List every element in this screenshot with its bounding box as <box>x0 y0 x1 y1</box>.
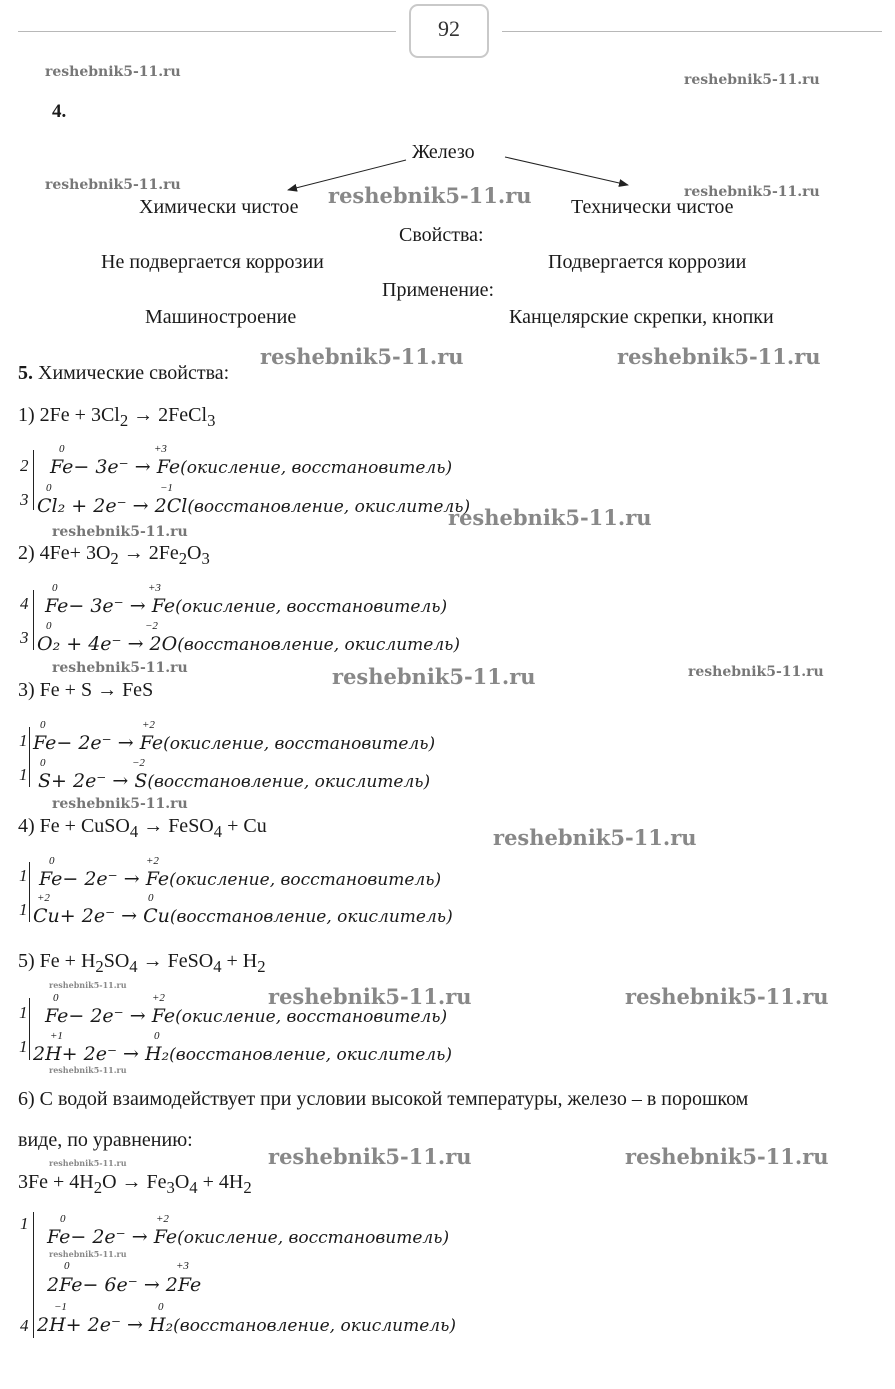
oxidation-state: 0 <box>53 992 59 1004</box>
oxidation-state: 0 <box>40 719 46 731</box>
oxidation-state: 0 <box>59 443 65 455</box>
left-property: Не подвергается коррозии <box>101 251 324 273</box>
coefficient: 1 <box>19 1003 28 1022</box>
watermark: reshebnik5-11.ru <box>268 984 472 1009</box>
task5-heading <box>18 362 229 385</box>
task4-number: 4. <box>52 101 67 122</box>
properties-heading: Свойства: <box>399 224 484 246</box>
balance-bar <box>29 862 30 922</box>
half-reaction: S+ 2e⁻ → S(восстановление, окислитель) <box>38 770 431 792</box>
watermark: reshebnik5-11.ru <box>49 980 127 990</box>
right-usage: Канцелярские скрепки, кнопки <box>509 306 774 328</box>
right-property: Подвергается коррозии <box>548 251 747 273</box>
diagram-arrows <box>0 0 895 230</box>
usage-heading: Применение: <box>382 279 495 301</box>
oxidation-state: +2 <box>37 892 50 904</box>
watermark: reshebnik5-11.ru <box>45 177 181 193</box>
balance-bar <box>33 450 34 510</box>
half-reaction: Fe− 3e⁻ → Fe(окисление, восстановитель) <box>45 595 448 617</box>
arrow-left <box>288 160 406 190</box>
coefficient: 3 <box>20 628 29 647</box>
oxidation-state: −1 <box>160 482 173 494</box>
half-reaction: Fe− 2e⁻ → Fe(окисление, восстановитель) <box>47 1226 450 1248</box>
watermark: reshebnik5-11.ru <box>260 344 464 369</box>
left-usage: Машиностроение <box>145 306 297 328</box>
oxidation-state: 0 <box>52 582 58 594</box>
oxidation-state: −2 <box>132 757 145 769</box>
balance-bar <box>29 998 30 1060</box>
arrow-right <box>505 157 628 185</box>
oxidation-state: +2 <box>146 855 159 867</box>
reaction-equation: $3Fe + 4H_2O \to Fe_3O_4 + 4H_2$ <box>18 1171 252 1197</box>
coefficient: 4 <box>20 1316 29 1335</box>
watermark: reshebnik5-11.ru <box>617 344 821 369</box>
task5-number: 5. <box>18 362 33 384</box>
coefficient: 3 <box>20 490 29 509</box>
watermark: reshebnik5-11.ru <box>49 1249 127 1259</box>
item6-text: 6) С водой взаимодействует при условии высокой температуры, железо – в порошком <box>18 1088 749 1110</box>
coefficient: 4 <box>20 594 29 613</box>
oxidation-state: 0 <box>60 1213 66 1225</box>
task5-heading-text: Химические свойства: <box>38 362 230 384</box>
half-reaction: Fe− 3e⁻ → Fe(окисление, восстановитель) <box>50 456 453 478</box>
watermark: reshebnik5-11.ru <box>328 183 532 208</box>
reaction-equation: 5) $Fe + H_2SO_4$ → FeSO$_4$ + $H_2$ <box>18 950 266 976</box>
reaction-equation: 3) Fe + S → FeS <box>18 679 154 701</box>
balance-bar <box>33 590 34 650</box>
oxidation-state: +2 <box>156 1213 169 1225</box>
watermark: reshebnik5-11.ru <box>268 1144 472 1169</box>
watermark: reshebnik5-11.ru <box>684 72 820 88</box>
coefficient: 2 <box>20 456 29 475</box>
balance-bar <box>29 727 30 787</box>
diagram-root: Железо <box>412 141 475 163</box>
reaction-equation: 1) $2Fe + 3Cl_2$ → 2FeCl$_3$ <box>18 404 216 430</box>
half-reaction: Fe− 2e⁻ → Fe(окисление, восстановитель) <box>39 868 442 890</box>
watermark: reshebnik5-11.ru <box>52 796 188 812</box>
watermark: reshebnik5-11.ru <box>625 1144 829 1169</box>
oxidation-state: 0 <box>46 482 52 494</box>
watermark: reshebnik5-11.ru <box>493 825 697 850</box>
watermark: reshebnik5-11.ru <box>49 1065 127 1075</box>
watermark: reshebnik5-11.ru <box>684 184 820 200</box>
half-reaction: 2H+ 2e⁻ → H₂(восстановление, окислитель) <box>33 1043 452 1065</box>
oxidation-state: +3 <box>148 582 161 594</box>
page-number: 92 <box>409 4 489 58</box>
coefficient: 1 <box>19 765 28 784</box>
coefficient: 1 <box>19 731 28 750</box>
reaction-equation: 4) Fe + CuSO$_4$ → FeSO$_4$ + Cu <box>18 815 267 841</box>
half-reaction: 2Fe− 6e⁻ → 2Fe <box>47 1274 202 1296</box>
half-reaction: Cl₂ + 2e⁻ → 2Cl(восстановление, окислитель) <box>37 495 471 517</box>
oxidation-state: 0 <box>49 855 55 867</box>
watermark: reshebnik5-11.ru <box>49 1158 127 1168</box>
oxidation-state: 0 <box>40 757 46 769</box>
watermark: reshebnik5-11.ru <box>45 64 181 80</box>
oxidation-state: −1 <box>54 1301 67 1313</box>
oxidation-state: 0 <box>64 1260 70 1272</box>
half-reaction: Fe− 2e⁻ → Fe(окисление, восстановитель) <box>45 1005 448 1027</box>
reaction-equation: 2) $4Fe+ 3O_2 \to 2Fe_2O_3$ <box>18 542 210 568</box>
oxidation-state: 0 <box>154 1030 160 1042</box>
oxidation-state: −2 <box>145 620 158 632</box>
half-reaction: 2H+ 2e⁻ → H₂(восстановление, окислитель) <box>37 1314 456 1336</box>
oxidation-state: +3 <box>176 1260 189 1272</box>
oxidation-state: 0 <box>158 1301 164 1313</box>
watermark: reshebnik5-11.ru <box>688 664 824 680</box>
coefficient: 1 <box>19 866 28 885</box>
half-reaction: O₂ + 4e⁻ → 2O(восстановление, окислитель) <box>37 633 461 655</box>
watermark: reshebnik5-11.ru <box>52 524 188 540</box>
watermark: reshebnik5-11.ru <box>448 505 652 530</box>
oxidation-state: +2 <box>142 719 155 731</box>
half-reaction: Fe− 2e⁻ → Fe(окисление, восстановитель) <box>33 732 436 754</box>
watermark: reshebnik5-11.ru <box>625 984 829 1009</box>
oxidation-state: +1 <box>50 1030 63 1042</box>
item6-text: виде, по уравнению: <box>18 1129 193 1151</box>
coefficient: 1 <box>20 1214 29 1233</box>
coefficient: 1 <box>19 900 28 919</box>
watermark: reshebnik5-11.ru <box>52 660 188 676</box>
watermark: reshebnik5-11.ru <box>332 664 536 689</box>
left-branch: Химически чистое <box>139 196 299 218</box>
oxidation-state: +2 <box>152 992 165 1004</box>
oxidation-state: 0 <box>148 892 154 904</box>
right-branch: Технически чистое <box>571 196 734 218</box>
oxidation-state: 0 <box>46 620 52 632</box>
oxidation-state: +3 <box>154 443 167 455</box>
balance-bar <box>33 1212 34 1338</box>
coefficient: 1 <box>19 1037 28 1056</box>
half-reaction: Cu+ 2e⁻ → Cu(восстановление, окислитель) <box>33 905 453 927</box>
